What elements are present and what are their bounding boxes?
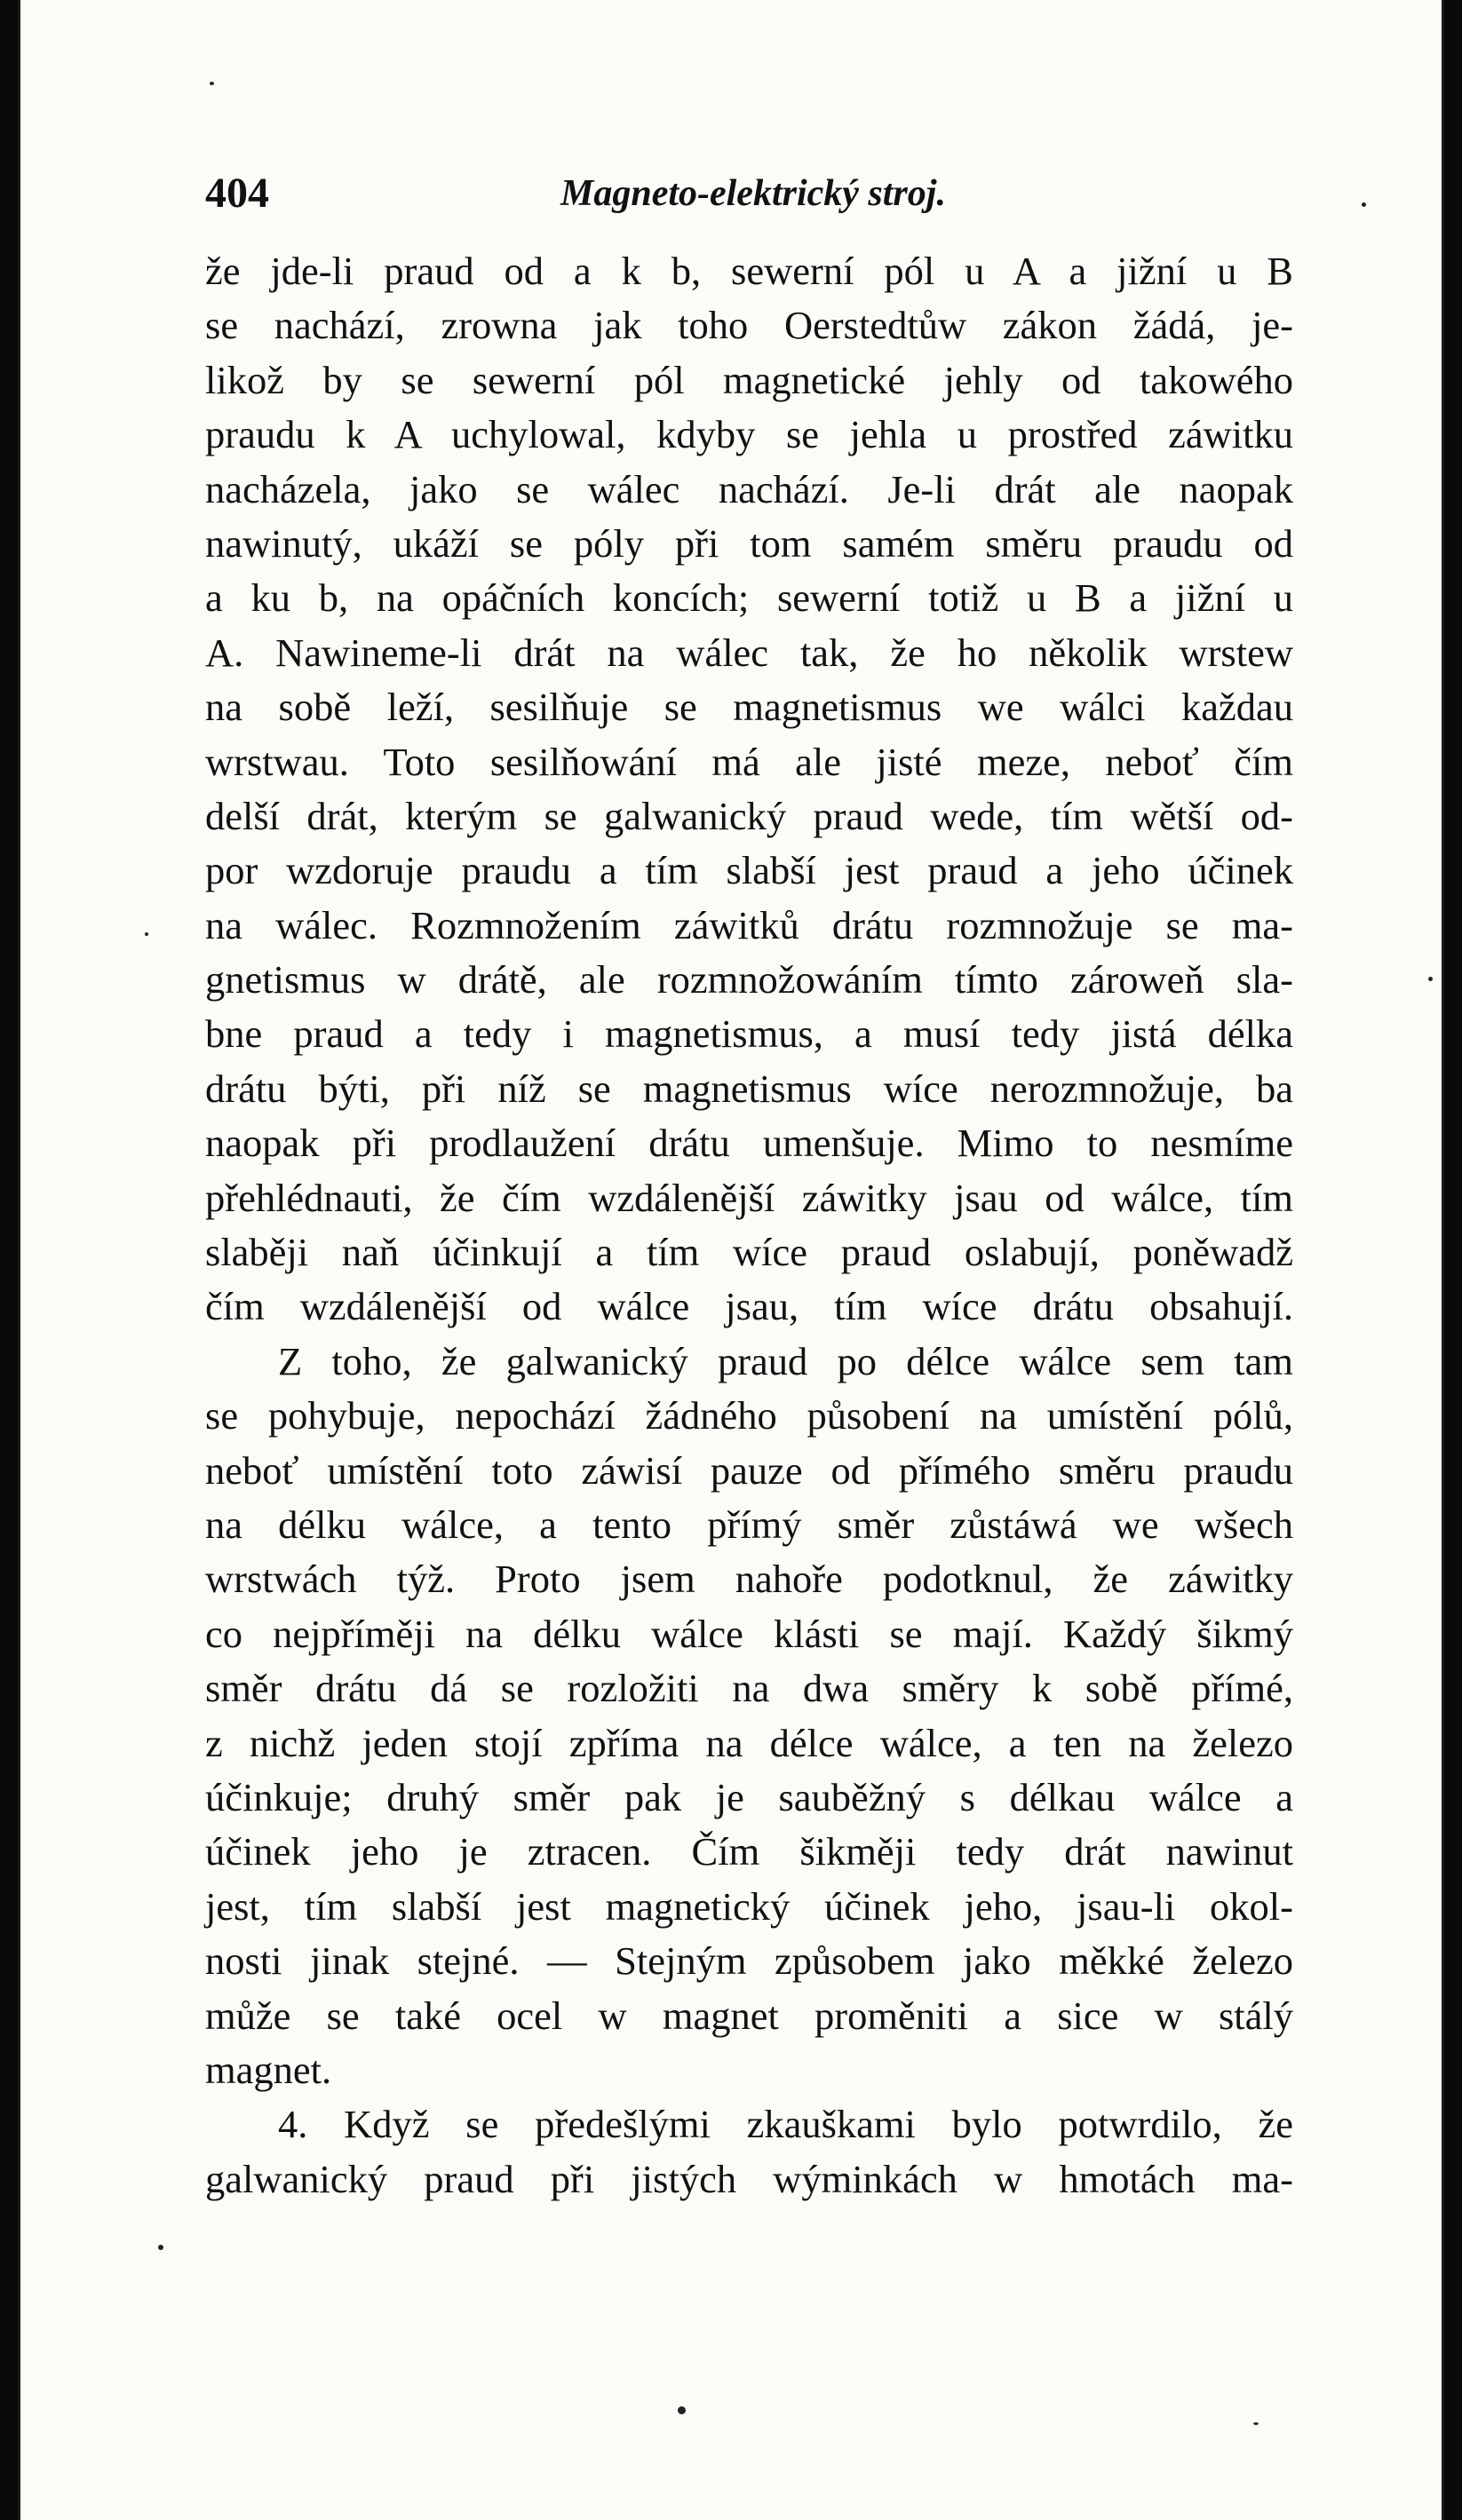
text-line: likož by se sewerní pól magnetické jehly od takowého <box>205 357 1293 402</box>
text-line: na délku wálce, a tento přímý směr zůstáwá we wšech <box>205 1502 1293 1547</box>
dust-speck <box>1253 2422 1259 2425</box>
text-line: wrstwách týž. Proto jsem nahoře podotknul, že záwitky <box>205 1557 1293 1602</box>
dust-speck <box>1428 977 1433 981</box>
text-line: nacházela, jako se wálec nachází. Je-li drát ale naopak <box>205 466 1293 511</box>
text-line: gnetismus w drátě, ale rozmnožowáním tímto zároweň sla- <box>205 957 1293 1002</box>
paragraph-2 <box>205 1335 1293 2097</box>
page-header <box>205 169 1293 222</box>
text-line: drátu býti, při níž se magnetismus wíce nerozmnožuje, ba <box>205 1066 1293 1111</box>
text-line: delší drát, kterým se galwanický praud wede, tím wětší od- <box>205 793 1293 838</box>
text-line: se pohybuje, nepochází žádného působení na umístění pólů, <box>205 1393 1293 1438</box>
text-line: na sobě leží, sesilňuje se magnetismus we wálci každau <box>205 685 1293 730</box>
text-line: slaběji naň účinkují a tím wíce praud oslabují, poněwadž <box>205 1230 1293 1275</box>
text-line: por wzdoruje praudu a tím slabší jest praud a jeho účinek <box>205 848 1293 893</box>
text-line: směr drátu dá se rozložiti na dwa směry k sobě přímé, <box>205 1666 1293 1711</box>
text-line: může se také ocel w magnet proměniti a sice w stálý <box>205 1993 1293 2038</box>
text-line: nawinutý, ukáží se póly při tom samém směru praudu od <box>205 520 1293 566</box>
text-line: z nichž jeden stojí zpříma na délce wálce, a ten na železo <box>205 1720 1293 1765</box>
text-line: a ku b, na opáčních koncích; sewerní totiž u B a jižní u <box>205 575 1293 621</box>
text-line: účinkuje; druhý směr pak je sauběžný s délkau wálce a <box>205 1774 1293 1819</box>
text-line: jest, tím slabší jest magnetický účinek jeho, jsau-li okol- <box>205 1883 1293 1929</box>
text-line: čím wzdálenější od wálce jsau, tím wíce drátu obsahují. <box>205 1284 1293 1329</box>
text-line: magnet. <box>205 2047 332 2092</box>
book-page <box>18 0 1444 2520</box>
text-line: na wálec. Rozmnožením záwitků drátu rozmnožuje se ma- <box>205 902 1293 947</box>
text-line: přehlédnauti, že čím wzdálenější záwitky jsau od wálce, tím <box>205 1175 1293 1220</box>
text-line: A. Nawineme-li drát na wálec tak, že ho několik wrstew <box>205 630 1293 675</box>
text-line: že jde-li praud od a k b, sewerní pól u A a jižní u B <box>205 249 1293 293</box>
dust-speck <box>158 2245 163 2250</box>
dust-speck <box>210 82 214 85</box>
text-line: galwanický praud při jistých wýminkách w hmotách ma- <box>205 2156 1293 2201</box>
paragraph-3 <box>205 2097 1293 2207</box>
body-text <box>205 244 1293 2207</box>
text-line: se nachází, zrowna jak toho Oerstedtůw zákon žádá, je- <box>205 303 1293 348</box>
dust-speck <box>1362 202 1366 207</box>
dust-speck <box>678 2406 686 2414</box>
text-line: Z toho, že galwanický praud po délce wálce sem tam <box>278 1338 1293 1383</box>
paragraph-1 <box>205 244 1293 1335</box>
text-line: co nejpříměji na délku wálce klásti se mají. Každý šikmý <box>205 1611 1293 1656</box>
text-line: naopak při prodlaužení drátu umenšuje. Mimo to nesmíme <box>205 1121 1293 1166</box>
text-line: praudu k A uchylowal, kdyby se jehla u prostřed záwitku <box>205 412 1293 457</box>
text-line: neboť umístění toto záwisí pauze od přímého směru praudu <box>205 1447 1293 1493</box>
dust-speck <box>145 932 148 936</box>
text-line: bne praud a tedy i magnetismus, a musí tedy jistá délka <box>205 1011 1293 1057</box>
text-line: 4. Když se předešlými zkauškami bylo potwrdilo, že <box>278 2102 1293 2147</box>
page-number: 404 <box>205 170 269 217</box>
text-line: účinek jeho je ztracen. Čím šikměji tedy drát nawinut <box>205 1829 1293 1874</box>
text-line: wrstwau. Toto sesilňowání má ale jisté meze, neboť čím <box>205 739 1293 784</box>
running-title: Magneto-elektrický stroj. <box>560 173 946 214</box>
text-line: nosti jinak stejné. — Stejným způsobem jako měkké železo <box>205 1938 1293 1984</box>
